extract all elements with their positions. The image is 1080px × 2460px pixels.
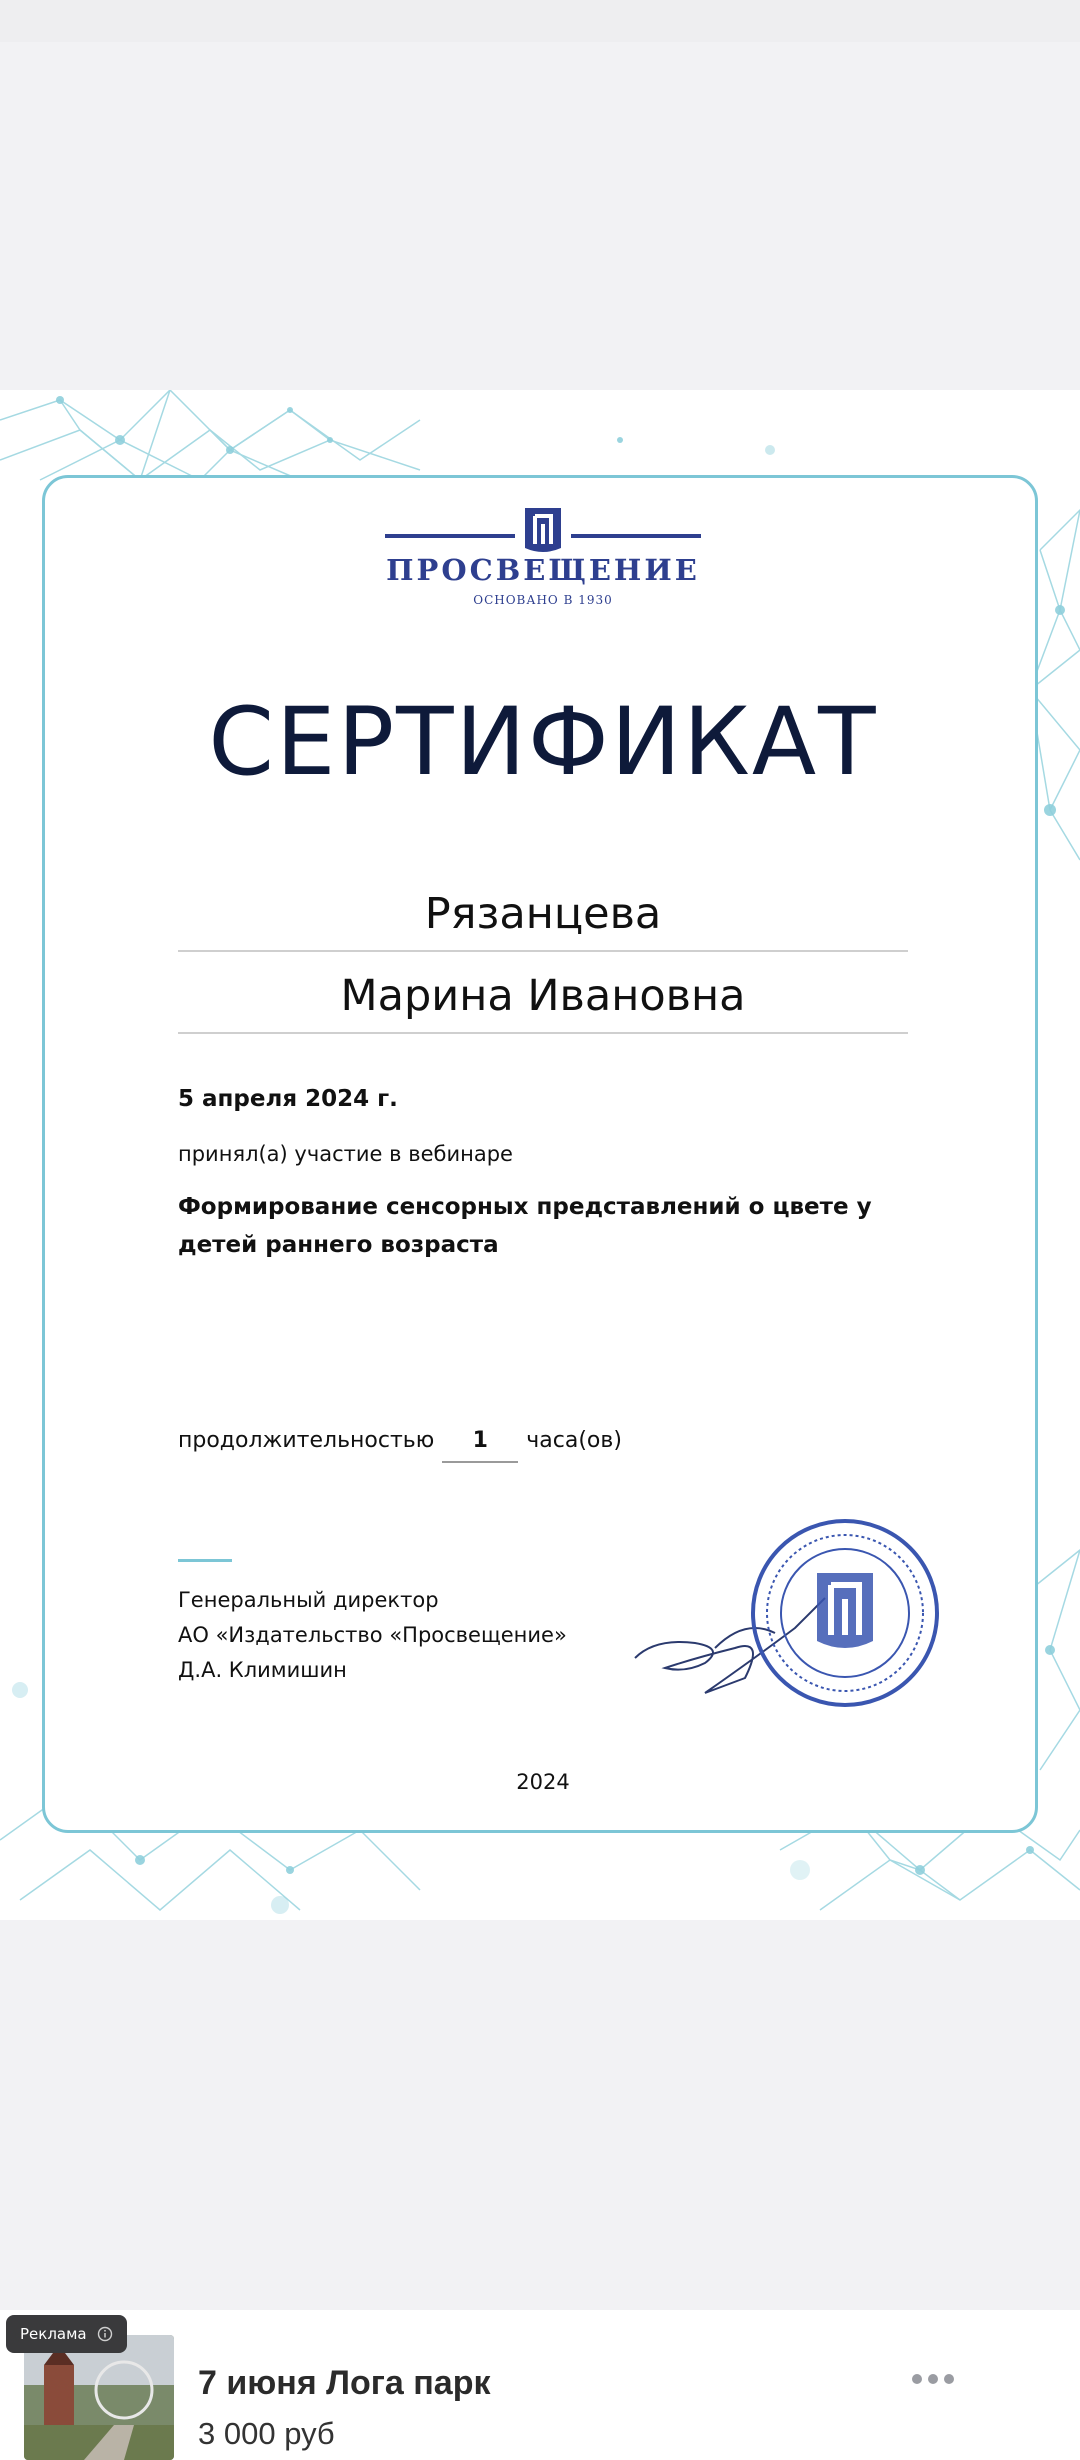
certificate-year: 2024 bbox=[516, 1770, 570, 1794]
ad-thumbnail[interactable] bbox=[24, 2335, 174, 2460]
ad-title[interactable]: 7 июня Лога парк bbox=[198, 2364, 491, 2402]
ad-badge-label: Реклама bbox=[20, 2325, 87, 2343]
signer-block bbox=[178, 1583, 567, 1688]
official-stamp bbox=[745, 1513, 945, 1713]
accent-line bbox=[178, 1559, 232, 1562]
duration bbox=[178, 1428, 622, 1463]
certificate-card bbox=[42, 475, 1038, 1833]
ad-banner[interactable] bbox=[0, 2310, 1080, 2460]
certificate-date: 5 апреля 2024 г. bbox=[178, 1086, 398, 1112]
webinar-title: Формирование сенсорных представлений о цвете у детей раннего возраста bbox=[178, 1194, 872, 1258]
ad-price: 3 000 руб bbox=[198, 2416, 335, 2451]
signer-name: Д.А. Климишин bbox=[178, 1658, 347, 1682]
given-names: Марина Ивановна bbox=[178, 960, 908, 1034]
info-icon bbox=[97, 2326, 113, 2342]
logo-tagline: ОСНОВАНО В 1930 bbox=[473, 593, 613, 607]
ad-badge[interactable] bbox=[6, 2315, 127, 2353]
duration-suffix: часа(ов) bbox=[526, 1428, 622, 1453]
surname: Рязанцева bbox=[178, 878, 908, 952]
more-dots-icon[interactable] bbox=[912, 2370, 962, 2388]
certificate-image bbox=[0, 390, 1080, 1920]
logo-brand: ПРОСВЕЩЕНИЕ bbox=[386, 553, 700, 587]
duration-prefix: продолжительностью bbox=[178, 1428, 435, 1453]
signer-title: Генеральный директор bbox=[178, 1588, 439, 1612]
top-bar bbox=[0, 0, 1080, 42]
participation-label: принял(а) участие в вебинаре bbox=[178, 1142, 513, 1166]
signer-company: АО «Издательство «Просвещение» bbox=[178, 1623, 567, 1647]
duration-value: 1 bbox=[442, 1428, 518, 1463]
certificate-title: СЕРТИФИКАТ bbox=[208, 688, 878, 797]
prosveshchenie-logo bbox=[385, 496, 701, 611]
